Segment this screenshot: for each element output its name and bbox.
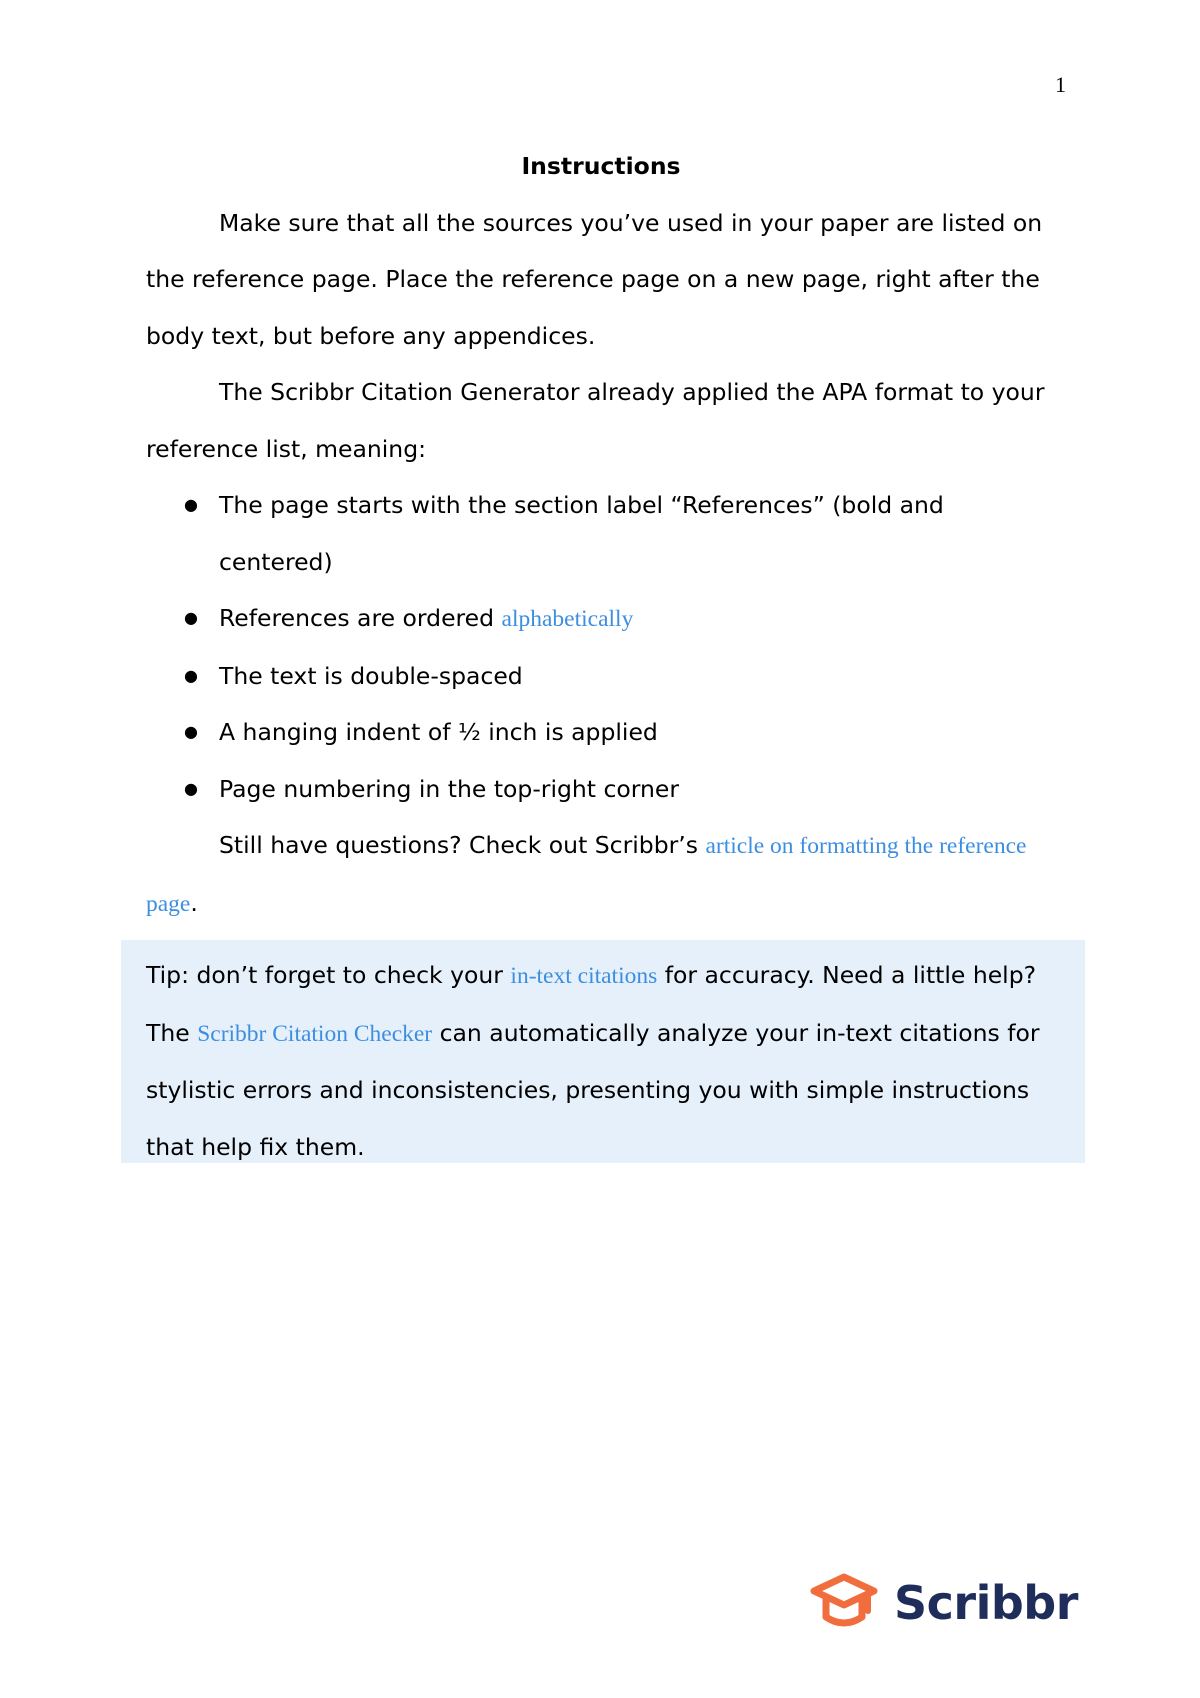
paragraph-sources: Make sure that all the sources you’ve used in your paper are listed on the reference page. Place the reference page on a new page, right after the body text, but before any appendices. [146, 208, 1043, 350]
list-item [146, 704, 1056, 761]
tip-text [146, 947, 1046, 1175]
list-item [146, 477, 1056, 590]
list-item [146, 648, 1056, 705]
graduation-cap-icon [808, 1571, 880, 1635]
list-item [146, 590, 1056, 648]
list-item-text: The text is double-spaced [219, 661, 523, 690]
formatting-list [146, 477, 1056, 817]
period-text: . [190, 888, 198, 917]
bullet-icon: ● [184, 665, 198, 685]
bullet-icon: ● [184, 722, 198, 741]
tip-text-part: Tip: don’t forget to check your [146, 961, 511, 989]
tip-text-part: for accuracy. Need a little help? The [146, 961, 1037, 1047]
bullet-icon: ● [184, 778, 198, 798]
list-item-text: A hanging indent of ½ inch is applied [219, 718, 658, 746]
section-heading: Instructions [521, 152, 681, 180]
questions-text: Still have questions? Check out Scribbr’s [219, 831, 706, 859]
bullet-icon: ● [184, 495, 198, 514]
reference-page-article-link[interactable]: article on formatting the reference page [146, 833, 1027, 917]
list-item-text: Page numbering in the top-right corner [219, 774, 680, 803]
list-item-text: The page starts with the section label “References” (bold and centered) [219, 491, 944, 576]
paragraph-questions [146, 817, 1056, 932]
document-body [146, 138, 1056, 932]
page-number: 1 [1055, 72, 1066, 97]
tip-text-part: can automatically analyze your in-text citations for stylistic errors and inconsistencies, presenting you with simple instructions that help fix them. [146, 1018, 1040, 1161]
list-item [146, 761, 1056, 818]
in-text-citations-link[interactable]: in-text citations [510, 963, 658, 989]
scribbr-logo[interactable] [808, 1568, 1078, 1638]
citation-checker-link[interactable]: Scribbr Citation Checker [197, 1020, 433, 1047]
alphabetically-link[interactable]: alphabetically [501, 606, 634, 632]
bullet-icon: ● [184, 608, 198, 627]
list-item-text: References are ordered [219, 604, 502, 632]
paragraph-apa-format: The Scribbr Citation Generator already applied the APA format to your reference list, meaning: [146, 378, 1045, 463]
logo-text: Scribbr [894, 1576, 1078, 1630]
